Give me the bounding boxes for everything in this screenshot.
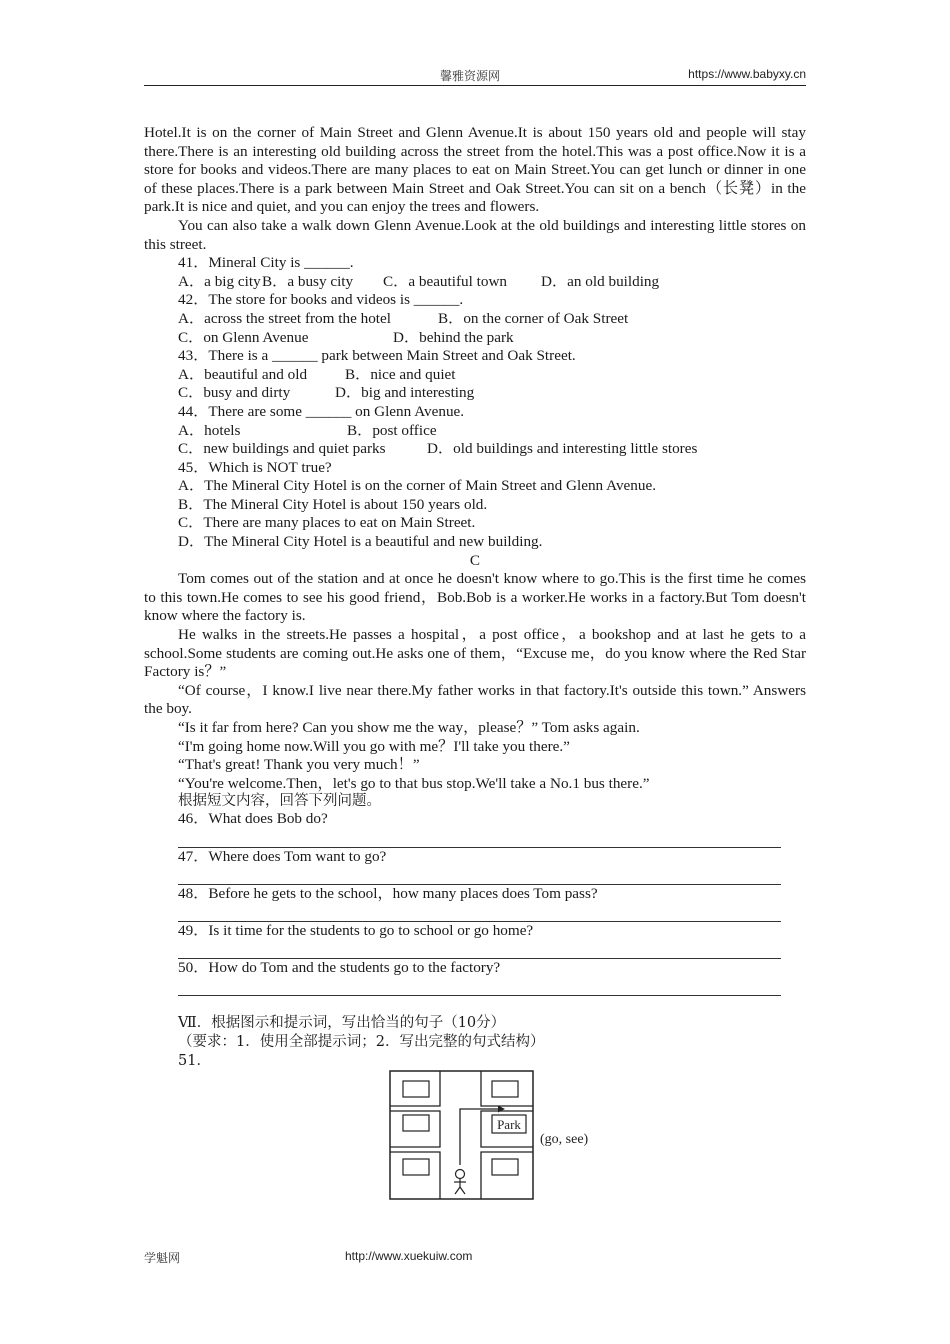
question-stem: 43．There is a ______ park between Main Street and Oak Street. [178, 347, 576, 365]
header-url[interactable]: https://www.babyxy.cn [688, 67, 806, 81]
option: C．new buildings and quiet parks [178, 440, 386, 458]
option: C．a beautiful town [383, 272, 508, 290]
option: A．beautiful and old [178, 365, 308, 383]
section-7-requirement: （要求：1．使用全部提示词；2．写出完整的句式结构） [178, 1033, 545, 1050]
option: A．The Mineral City Hotel is on the corner of Main Street and Glenn Avenue. [178, 477, 657, 495]
option-row [144, 366, 806, 385]
option-row [144, 440, 806, 459]
option: D．old buildings and interesting little stores [427, 440, 698, 458]
option: D．The Mineral City Hotel is a beautiful and new building. [178, 533, 543, 551]
header-divider [144, 85, 806, 86]
option: A．across the street from the hotel [178, 309, 391, 327]
question-stem: 41．Mineral City is ______. [178, 254, 354, 272]
short-answer-question-50: 50．How do Tom and the students go to the factory? [178, 959, 501, 977]
park-label: Park [497, 1117, 521, 1132]
section-7-title: Ⅶ．根据图示和提示词，写出恰当的句子（10分） [178, 1015, 506, 1032]
answer-instruction: 根据短文内容，回答下列问题。 [178, 793, 381, 810]
passage-b-paragraph-2: You can also take a walk down Glenn Avenue.Look at the old buildings and interesting little stores on this street. [144, 216, 806, 253]
short-answer-question-47: 47．Where does Tom want to go? [178, 847, 387, 865]
question-stem: 44．There are some ______ on Glenn Avenue. [178, 402, 465, 420]
option: B．nice and quiet [345, 365, 456, 383]
option-row [144, 329, 806, 348]
document-body [144, 124, 806, 1070]
passage-c-line-6: “That's great! Thank you very much！” [178, 756, 420, 774]
passage-c-label: C [469, 551, 481, 569]
map-border [390, 1071, 533, 1199]
option: B．The Mineral City Hotel is about 150 years old. [178, 495, 488, 513]
passage-c-line-5: “I'm going home now.Will you go with me？I'll take you there.” [178, 737, 570, 755]
option: C．on Glenn Avenue [178, 328, 309, 346]
street-map-figure [389, 1070, 619, 1202]
option: B．a busy city [262, 272, 354, 290]
passage-c-paragraph-3: “Of course，I know.I live near there.My father works in that factory.It's outside this town.” Answers the boy. [144, 681, 806, 718]
question-stem: 42．The store for books and videos is ______. [178, 291, 464, 309]
answer-line-47[interactable] [178, 866, 781, 885]
header-site-title: 馨雅资源网 [439, 69, 500, 83]
option-row [144, 310, 806, 329]
question-43 [144, 347, 806, 403]
footer-url[interactable]: http://www.xuekuiw.com [345, 1249, 473, 1263]
option: D．behind the park [393, 328, 514, 346]
question-stem: 45．Which is NOT true? [178, 458, 332, 476]
option: A．hotels [178, 421, 241, 439]
passage-b-paragraph-1: Hotel.It is on the corner of Main Street and Glenn Avenue.It is about 150 years old and people will stay there.There is an interesting old building across the street from the hotel.This was a post office.Now it is a store for books and videos.There are many places to eat on Main Street.You can get lunch or dinner in one of these places.There is a park between Main Street and Oak Street.You can sit on a bench（长凳）in the park.It is nice and quiet, and you can enjoy the trees and flowers. [144, 124, 806, 216]
option: D．big and interesting [335, 384, 475, 402]
passage-c-paragraph-2: He walks in the streets.He passes a hospital，a post office，a bookshop and at last he gets to a school.Some students are coming out.He asks one of them，“Excuse me，do you know where the Red Star Factory is？” [144, 626, 806, 681]
question-45 [144, 459, 806, 552]
option-row [144, 273, 806, 292]
figure-hint: (go, see) [540, 1132, 589, 1147]
question-44 [144, 403, 806, 459]
answer-line-50[interactable] [178, 978, 781, 997]
question-51-label: 51． [178, 1052, 211, 1069]
option: C．There are many places to eat on Main Street. [178, 514, 476, 532]
option: D．an old building [541, 272, 660, 290]
passage-c-line-7: “You're welcome.Then，let's go to that bus stop.We'll take a No.1 bus there.” [178, 774, 650, 792]
option-row [144, 422, 806, 441]
question-42 [144, 291, 806, 347]
answer-line-49[interactable] [178, 941, 781, 960]
option: B．on the corner of Oak Street [438, 309, 629, 327]
option: A．a big city [178, 272, 261, 290]
passage-c-paragraph-1: Tom comes out of the station and at once he doesn't know where to go.This is the first time he comes to this town.He comes to see his good friend，Bob.Bob is a worker.He works in a factory.But Tom doesn't know where the factory is. [144, 570, 806, 625]
question-41 [144, 254, 806, 291]
answer-line-48[interactable] [178, 903, 781, 922]
short-answer-question-48: 48．Before he gets to the school，how many places does Tom pass? [178, 884, 598, 902]
footer-site: 学魁网 [144, 1251, 181, 1265]
answer-line-46[interactable] [178, 829, 781, 848]
option: C．busy and dirty [178, 384, 291, 402]
short-answer-question-49: 49．Is it time for the students to go to school or go home? [178, 921, 534, 939]
option: B．post office [347, 421, 437, 439]
option-row [144, 384, 806, 403]
short-answer-question-46: 46．What does Bob do? [178, 810, 328, 828]
passage-c-line-4: “Is it far from here? Can you show me the way，please？” Tom asks again. [178, 719, 640, 736]
